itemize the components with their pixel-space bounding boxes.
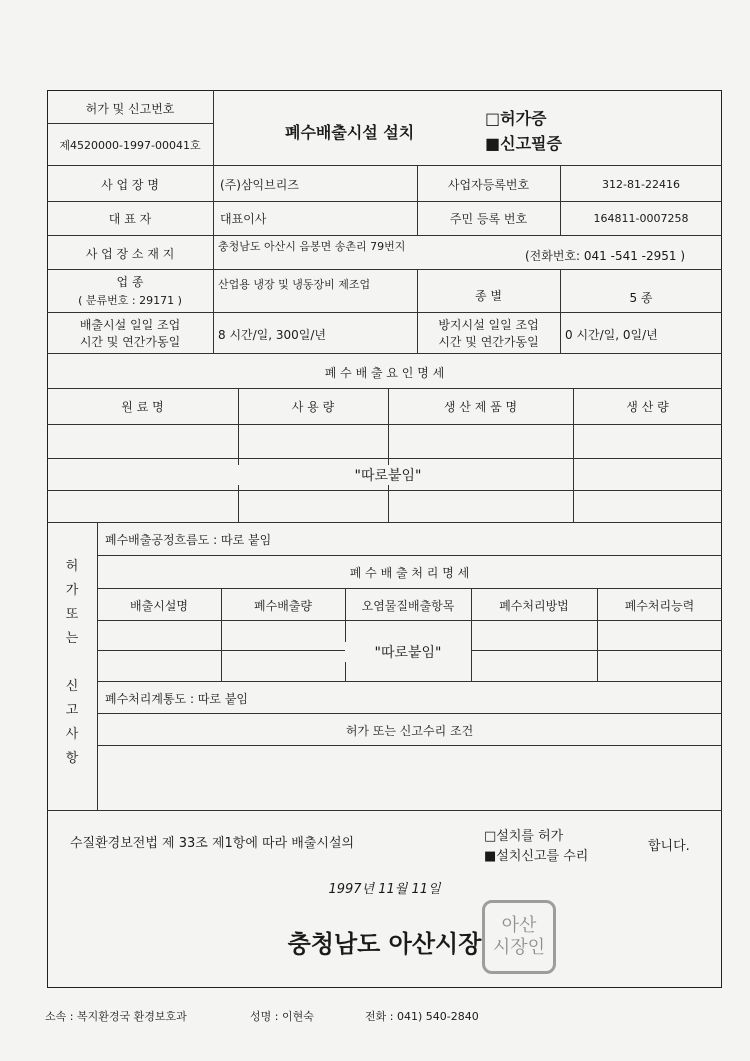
issue-date: 1997년 11월 11일 xyxy=(328,882,441,897)
phone: (전화번호: 041 -541 -2951 ) xyxy=(525,249,686,263)
divider xyxy=(47,165,722,166)
factors-title: 폐 수 배 출 요 인 명 세 xyxy=(324,366,445,380)
business-name-label: 사 업 장 명 xyxy=(101,178,159,192)
prevention-label-2: 시간 및 연간가동일 xyxy=(438,335,539,349)
id-number: 164811-0007258 xyxy=(593,212,689,225)
divider xyxy=(97,681,722,682)
divider xyxy=(213,90,214,353)
option-report-checked: ■신고필증 xyxy=(485,134,562,153)
divider xyxy=(47,353,722,354)
prevention-value: 0 시간/일, 0일/년 xyxy=(565,328,658,342)
divider xyxy=(97,713,722,714)
divider xyxy=(47,388,722,389)
address-label: 사 업 장 소 재 지 xyxy=(85,247,175,261)
representative-label: 대 표 자 xyxy=(108,212,152,226)
document-title: 폐수배출시설 설치 xyxy=(285,123,415,142)
industry-code: ( 분류번호 : 29171 ) xyxy=(78,294,182,307)
option-install-permit: □설치를 허가 xyxy=(484,829,564,844)
divider xyxy=(47,522,722,523)
col-discharge: 폐수배출량 xyxy=(254,599,312,613)
divider xyxy=(47,458,722,459)
divider xyxy=(47,490,722,491)
option-install-report: ■설치신고를 수리 xyxy=(484,849,589,864)
divider xyxy=(47,810,722,811)
registration-label: 사업자등록번호 xyxy=(447,178,530,192)
col-product-name: 생 산 제 품 명 xyxy=(443,400,518,414)
divider xyxy=(97,588,722,589)
treatment-title: 폐 수 배 출 처 리 명 세 xyxy=(349,566,470,580)
type-value: 5 종 xyxy=(629,291,653,305)
type-label: 종 별 xyxy=(475,289,502,303)
department: 소속 : 복지환경국 환경보호과 xyxy=(45,1010,187,1023)
business-name: (주)삼익브리즈 xyxy=(220,178,299,192)
representative: 대표이사 xyxy=(220,212,267,226)
divider xyxy=(47,269,722,270)
issuer: 충청남도 아산시장 xyxy=(287,930,482,958)
registration-number: 312-81-22416 xyxy=(602,178,680,191)
col-usage: 사 용 량 xyxy=(291,400,335,414)
col-raw-material: 원 료 명 xyxy=(121,400,164,414)
official-seal: 아산 시장인 xyxy=(482,900,556,974)
permit-number: 제4520000-1997-00041호 xyxy=(59,139,201,152)
col-capacity: 폐수처리능력 xyxy=(624,599,695,613)
operation-label-2: 시간 및 연간가동일 xyxy=(79,335,181,349)
treatment-flow: 폐수처리계통도 : 따로 붙임 xyxy=(105,692,248,706)
acceptance-conditions: 허가 또는 신고수리 조건 xyxy=(345,724,474,738)
industry-label: 업 종 xyxy=(116,275,144,289)
footer-suffix: 합니다. xyxy=(648,839,690,854)
divider xyxy=(47,123,213,124)
divider xyxy=(47,424,722,425)
officer-phone: 전화 : 041) 540-2840 xyxy=(365,1010,479,1023)
operation-value: 8 시간/일, 300일/년 xyxy=(218,328,327,342)
divider xyxy=(560,269,561,353)
divider xyxy=(97,620,722,621)
divider xyxy=(97,555,722,556)
attached-note-2: "따로붙임" xyxy=(345,642,471,662)
divider xyxy=(47,312,722,313)
address: 충청남도 아산시 음봉면 송촌리 79번지 xyxy=(218,240,406,253)
option-permit-unchecked: □허가증 xyxy=(485,109,547,128)
divider xyxy=(47,235,722,236)
process-flow: 폐수배출공정흐름도 : 따로 붙임 xyxy=(105,533,272,547)
permit-label: 허가 및 신고번호 xyxy=(85,102,175,116)
id-label: 주민 등록 번호 xyxy=(449,212,528,226)
divider xyxy=(47,201,722,202)
officer-name: 성명 : 이현숙 xyxy=(250,1010,314,1023)
col-facility: 배출시설명 xyxy=(130,599,188,613)
col-method: 폐수처리방법 xyxy=(499,599,569,613)
prevention-label-1: 방지시설 일일 조업 xyxy=(438,318,539,332)
operation-label-1: 배출시설 일일 조업 xyxy=(79,318,181,332)
col-pollutants: 오염물질배출항목 xyxy=(361,599,455,613)
col-output: 생 산 량 xyxy=(626,400,669,414)
attached-note: "따로붙임" xyxy=(238,465,538,485)
side-label: 허 가 또 는 신 고 사 항 xyxy=(65,559,79,766)
divider xyxy=(97,745,722,746)
industry: 산업용 냉장 및 냉동장비 제조업 xyxy=(218,278,371,291)
law-text: 수질환경보전법 제 33조 제1항에 따라 배출시설의 xyxy=(70,836,355,851)
